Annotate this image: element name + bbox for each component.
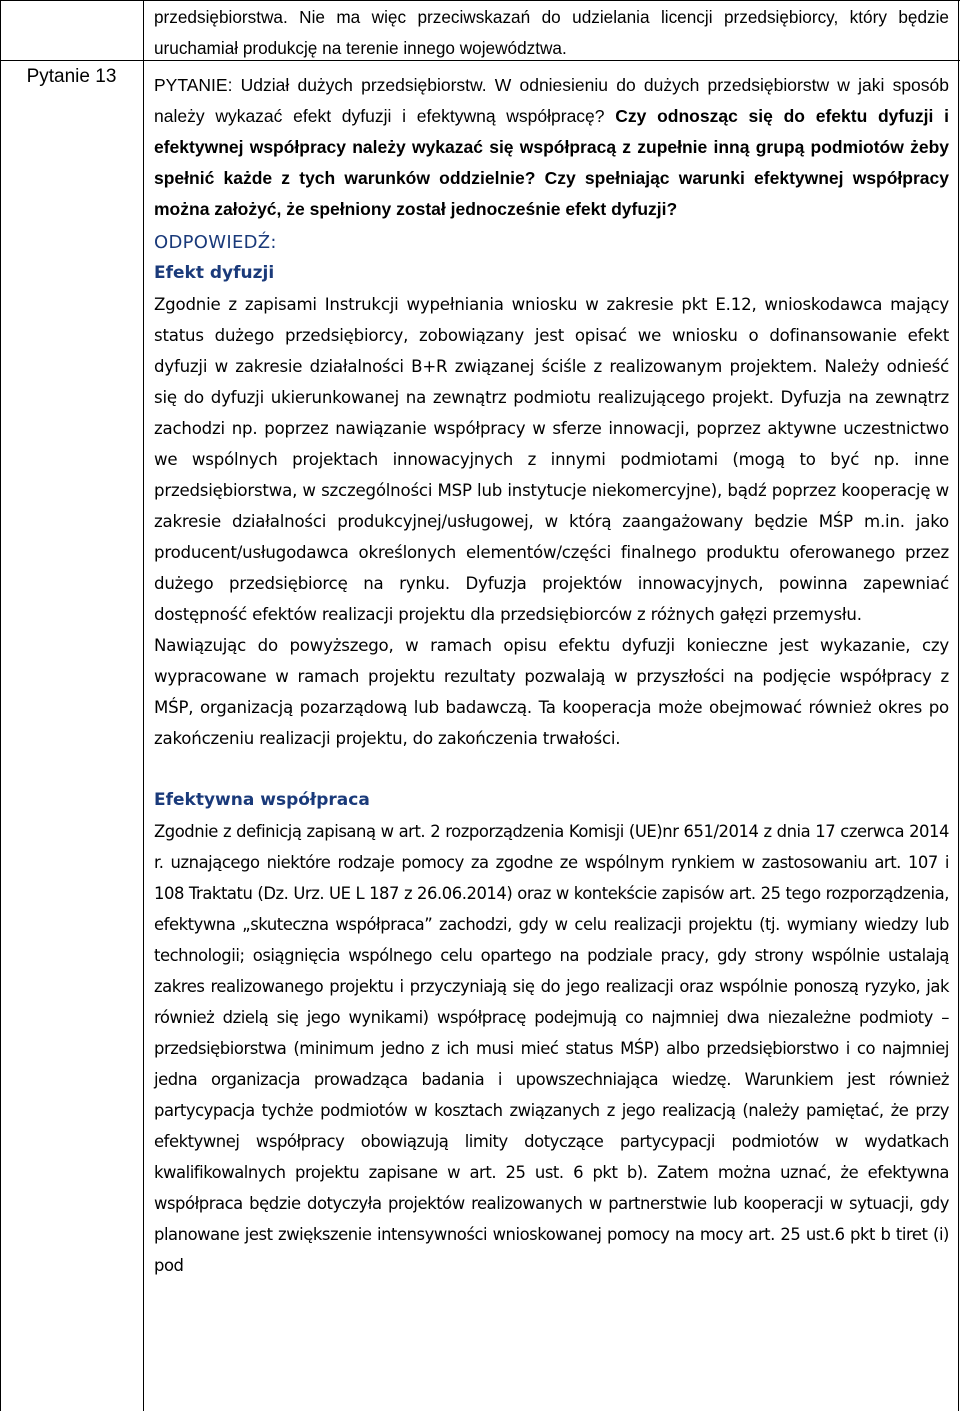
- table-right-border: [958, 0, 959, 1411]
- row-label: Pytanie 13: [26, 66, 117, 87]
- section-heading-cooperation: Efektywna współpraca: [154, 790, 370, 810]
- diffusion-paragraph-1: Zgodnie z zapisami Instrukcji wypełniania wniosku w zakresie pkt E.12, wnioskodawca mający status dużego przedsiębiorcy, zobowiązany jest opisać we wniosku o dofinansowanie efekt dyfuzji w zakresie działalności B+R związanej ściśle z realizowanym projektem. Należy odnieść się do dyfuzji ukierunkowanej na zewnątrz podmiotu realizującego projekt. Dyfuzja na zewnątrz zachodzi np. poprzez nawiązanie współpracy w sferze innowacji, poprzez aktywne uczestnictwo we wspólnych projektach innowacyjnych z innymi podmiotami (mogą to być np. inne przedsiębiorstwa, w szczególności MSP lub instytucje niekomercyjne), bądź poprzez kooperację w zakresie działalności produkcyjnej/usługowej, w którą zaangażowany będzie MŚP m.in. jako producent/usługodawca określonych elementów/części finalnego produktu oferowanego przez dużego przedsiębiorcę na rynku. Dyfuzja projektów innowacyjnych, powinna zapewniać dostępność efektów realizacji projektu dla przedsiębiorców z różnych gałęzi przemysłu.: [154, 295, 949, 624]
- answer-label: ODPOWIEDŹ:: [154, 232, 277, 253]
- previous-text: przedsiębiorstwa. Nie ma więc przeciwskazań do udzielania licencji przedsiębiorcy, który będzie uruchamiał produkcję na terenie innego województwa.: [154, 7, 949, 58]
- content-cell: [154, 0, 949, 1281]
- cooperation-paragraph-1: Zgodnie z definicją zapisaną w art. 2 rozporządzenia Komisji (UE)nr 651/2014 z dnia 17 czerwca 2014 r. uznającego niektóre rodzaje pomocy za zgodne ze wspólnym rynkiem w zastosowaniu art. 107 i 108 Traktatu (Dz. Urz. UE L 187 z 26.06.2014) oraz w kontekście zapisów art. 25 tego rozporządzenia, efektywna „skuteczna współpraca” zachodzi, gdy w celu realizacji projektu (tj. wymiany wiedzy lub technologii; osiągnięcia wspólnego celu opartego na podziale pracy, gdy strony wspólnie ustalają zakres realizowanego projektu i przyczyniają się do jego realizacji oraz wspólnie ponoszą ryzyko, jak również dzielą się jego wynikami) współpracę podejmują co najmniej dwa niezależne podmioty – przedsiębiorstwa (minimum jedno z ich musi mieć status MŚP) albo przedsiębiorstwo i co najmniej jedna organizacja prowadząca badania i upowszechniająca wiedzę. Warunkiem jest również partycypacja tychże podmiotów w kosztach związanych z jego realizacją (należy pamiętać, że przy efektywnej współpracy obowiązują limity dotyczące partycypacji podmiotów w wydatkach kwalifikowalnych projektu zapisane w art. 25 ust. 6 pkt b). Zatem można uznać, że efektywna współpraca będzie dotyczyła projektów realizowanych w partnerstwie lub kooperacji w sytuacji, gdy planowane jest zwiększenie intensywności wnioskowanej pomocy na mocy art. 25 ust.6 pkt b tiret (i) pod: [154, 822, 949, 1275]
- question: [154, 70, 949, 225]
- column-separator: [143, 0, 144, 1411]
- section-spacer: [154, 754, 949, 785]
- section-heading-diffusion: Efekt dyfuzji: [154, 263, 275, 283]
- question-intro: PYTANIE: Udział dużych przedsiębiorstw. W odniesieniu do dużych przedsiębiorstw w jaki sposób należy wykazać efekt dyfuzji i efektywną współpracę?: [154, 75, 949, 126]
- table-left-border: [0, 0, 1, 1411]
- question-details: Czy odnosząc się do efektu dyfuzji i efektywnej współpracy należy wykazać się współpracą z zupełnie inną grupą podmiotów żeby spełnić każde z tych warunków oddzielnie? Czy spełniając warunki efektywnej współpracy można założyć, że spełniony został jednocześnie efekt dyfuzji?: [154, 106, 949, 219]
- diffusion-paragraph-2: Nawiązując do powyższego, w ramach opisu efektu dyfuzji konieczne jest wykazanie, czy wypracowane w ramach projektu rezultaty pozwalają w przyszłości na podjęcie współpracy z MŚP, organizacją pozarządową lub badawczą. Ta kooperacja może obejmować również okres po zakończeniu realizacji projektu, do zakończenia trwałości.: [154, 636, 949, 748]
